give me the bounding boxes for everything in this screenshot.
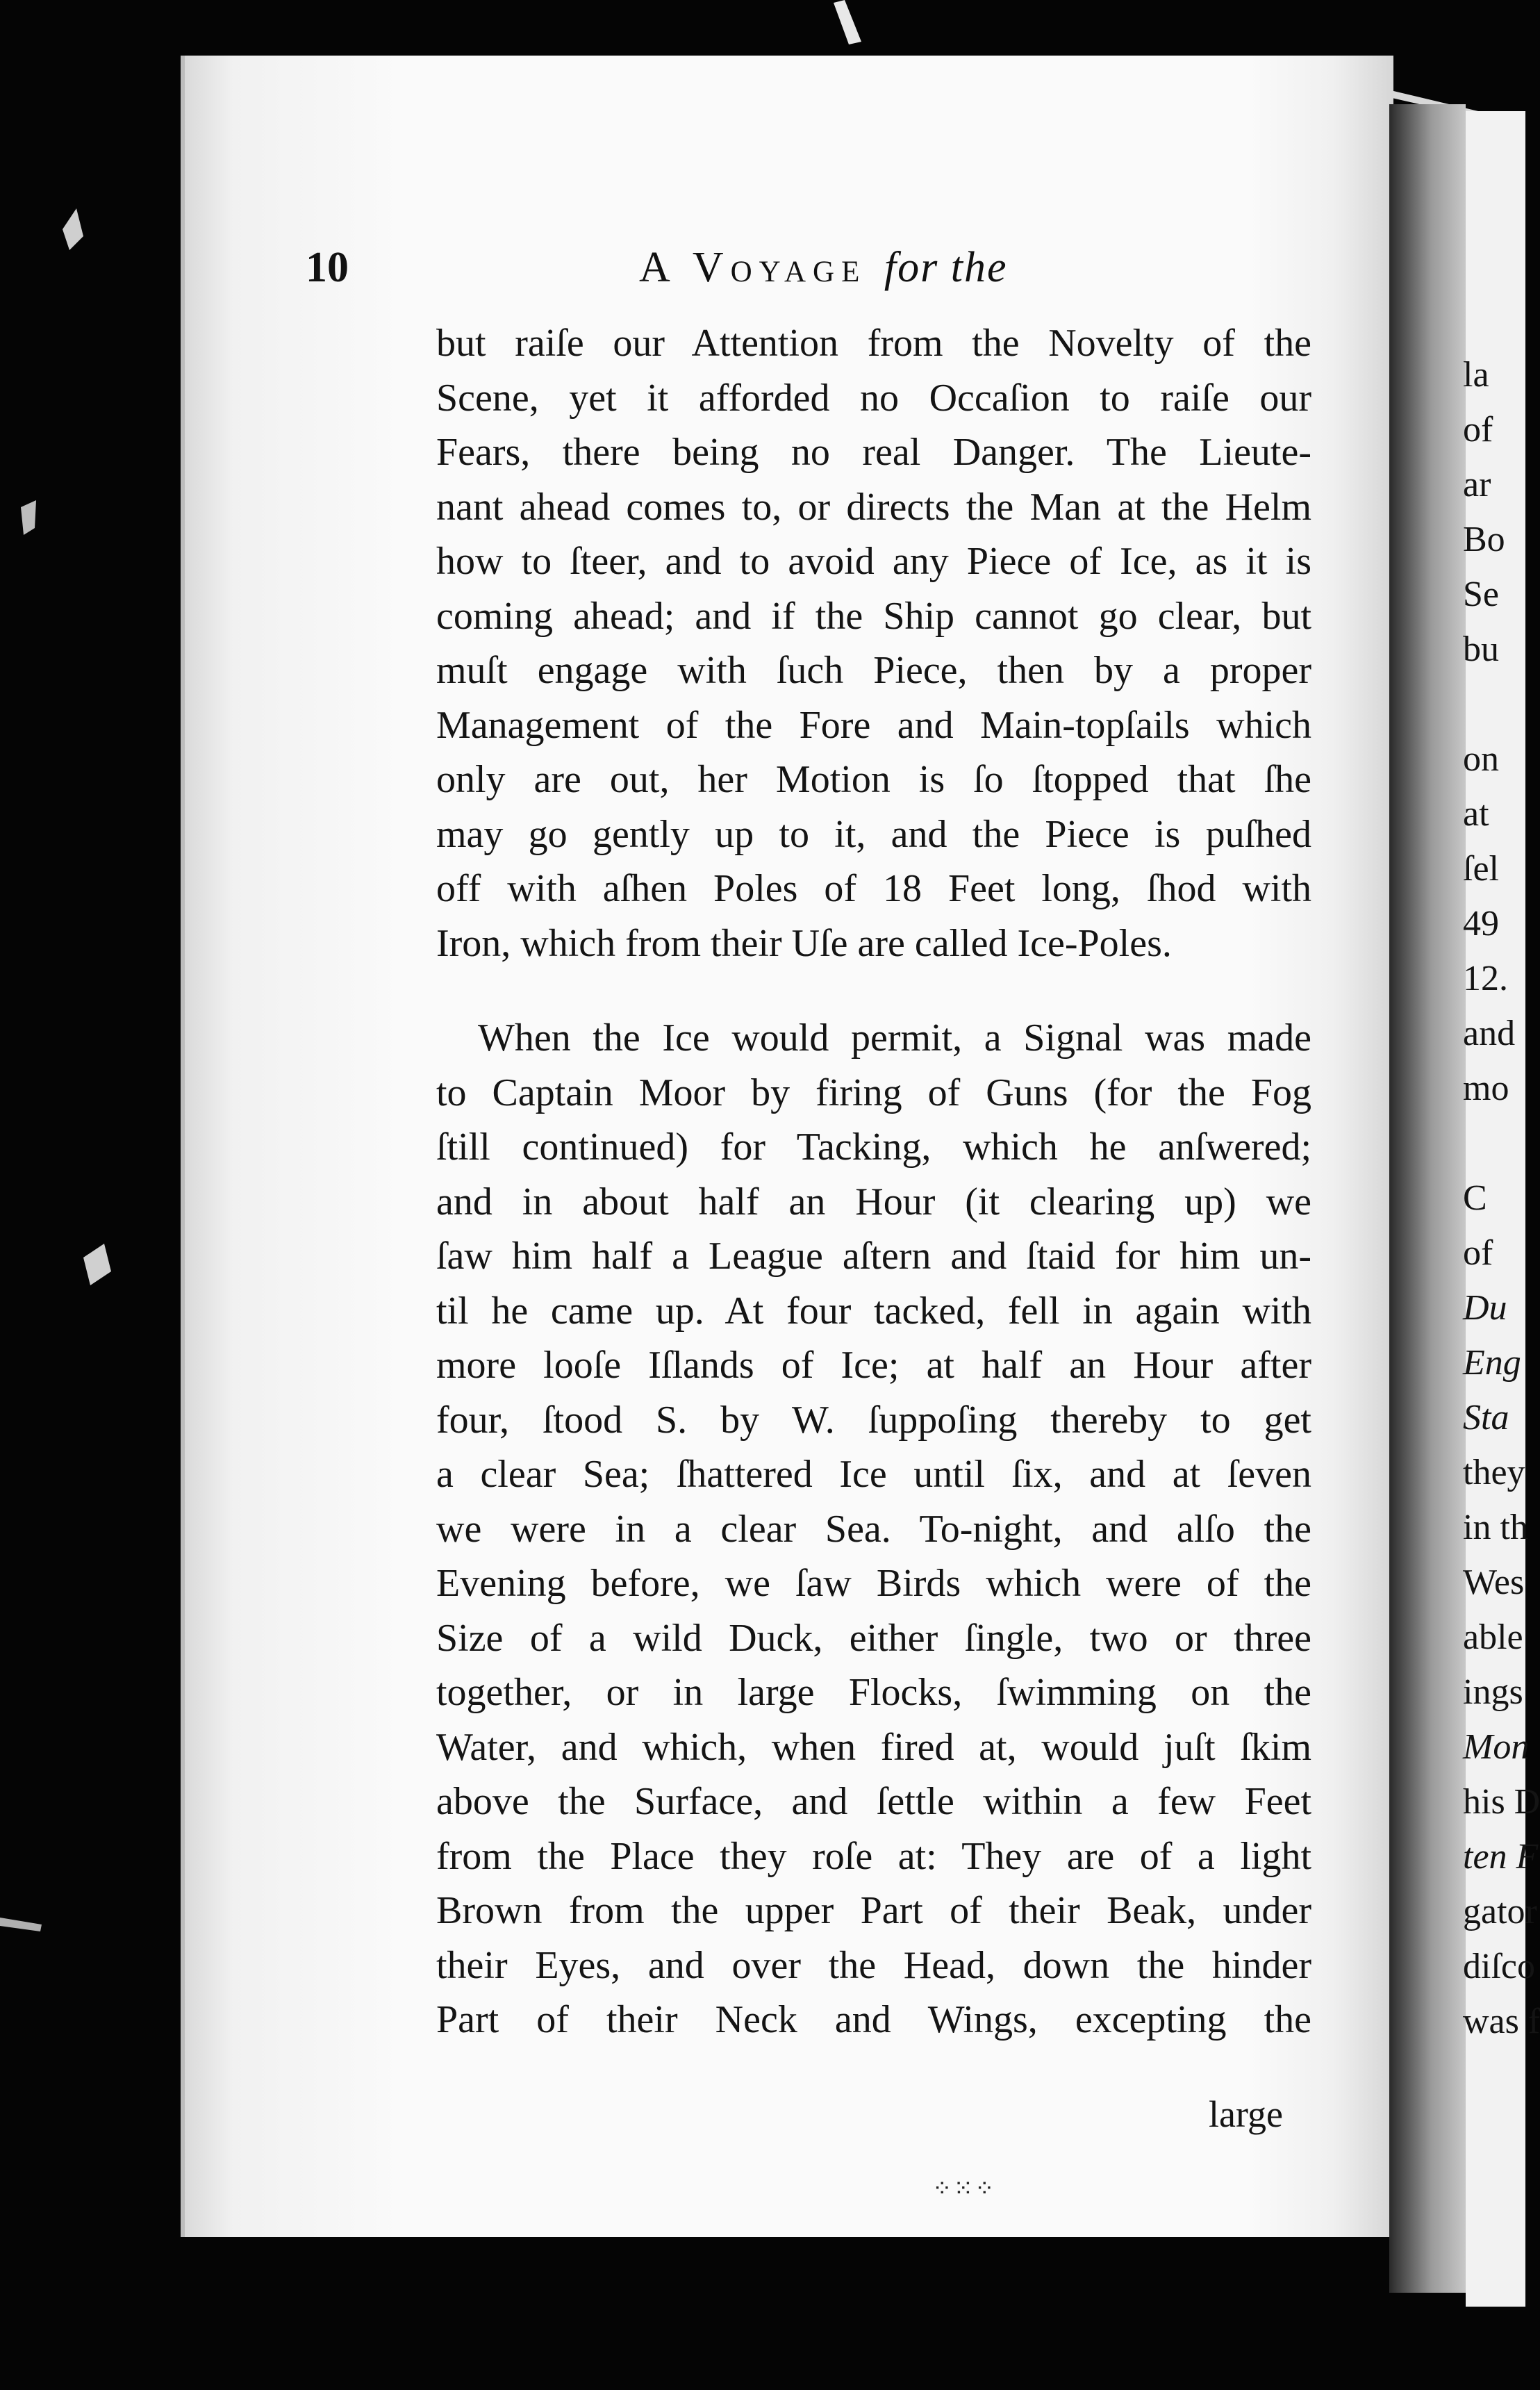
text-line: together, or in large Flocks, ſwimming on the [436,1671,1311,1714]
facing-line: in th [1463,1508,1528,1547]
facing-line: Wes [1463,1563,1525,1602]
running-title-word: Voyage [692,244,867,291]
facing-line [1463,677,1530,732]
text-line: to Captain Moor by firing of Guns (for the Fog [436,1071,1311,1114]
facing-line: bu [1463,629,1499,669]
facing-line: on [1463,739,1499,779]
facing-line: 49 [1463,904,1499,943]
facing-line: Bo [1463,520,1505,559]
text-line: Management of the Fore and Main-topſails which [436,703,1311,747]
body-text [436,316,1311,2047]
facing-line-italic: Mon [1463,1727,1530,1767]
facing-line-italic: ten F [1463,1837,1539,1877]
running-title-prefix: A [639,244,675,291]
running-title [639,243,1007,292]
facing-line-italic: Sta [1463,1398,1509,1437]
facing-line [1463,1280,1530,1335]
running-title-tail: for the [884,244,1008,291]
facing-line: la [1463,355,1489,395]
facing-line: diſco [1463,1947,1535,1986]
text-line: may go gently up to it, and the Piece is puſhed [436,812,1311,856]
text-line: but raiſe our Attention from the Novelty of the [436,322,1311,365]
text-line: Size of a wild Duck, either ſingle, two or three [436,1616,1311,1660]
facing-line [1463,1390,1530,1445]
facing-line: C [1463,1178,1487,1218]
facing-line [1463,1829,1539,1884]
text-line: Part of their Neck and Wings, excepting the [436,1998,1311,2041]
text-line: ſtill continued) for Tacking, which he anſwered; [436,1126,1311,1169]
facing-line: Se [1463,575,1499,614]
text-line: Water, and which, when fired at, would juſt ſkim [436,1725,1311,1769]
paragraph-2 [436,1011,1311,2047]
facing-line: mo [1463,1069,1509,1108]
facing-line-italic: Eng [1463,1343,1521,1383]
text-line: only are out, her Motion is ſo ſtopped that ſhe [436,758,1311,801]
facing-line [1463,1116,1530,1171]
page-gutter-shadow [1389,104,1466,2293]
text-line: how to ſteer, and to avoid any Piece of Ice, as it is [436,540,1311,583]
facing-line: they [1463,1453,1525,1492]
text-line: til he came up. At four tacked, fell in again with [436,1289,1311,1333]
running-head [306,243,1313,299]
facing-line: was f [1463,2002,1540,2041]
text-line: Iron, which from their Uſe are called Ice-Poles. [436,921,1172,965]
facing-line: of [1463,410,1493,450]
text-line: above the Surface, and ſettle within a few Feet [436,1780,1311,1823]
facing-line: gator [1463,1892,1537,1931]
text-line: Scene, yet it afforded no Occaſion to raiſe our [436,376,1311,420]
text-line: Evening before, we ſaw Birds which were of the [436,1562,1311,1605]
text-line: a clear Sea; ſhattered Ice until ſix, and at ſeven [436,1453,1311,1496]
facing-line [1463,1335,1530,1390]
facing-line-italic: Du [1463,1288,1507,1328]
facing-line: ſel [1463,849,1499,889]
page-number: 10 [306,244,349,291]
text-line: When the Ice would permit, a Signal was made [478,1016,1311,1060]
text-line: and in about half an Hour (it clearing up) we [436,1180,1311,1223]
text-line: four, ſtood S. by W. ſuppoſing thereby to get [436,1398,1311,1442]
text-line: coming ahead; and if the Ship cannot go clear, but [436,594,1311,638]
facing-line: 12. [1463,959,1508,998]
text-line: nant ahead comes to, or directs the Man at the Helm [436,485,1311,529]
page-ornament: ⁘⁙⁘ [932,2175,996,2202]
facing-line: ings [1463,1672,1523,1712]
text-line: from the Place they roſe at: They are of a light [436,1834,1311,1878]
text-line: off with aſhen Poles of 18 Feet long, ſhod with [436,867,1311,910]
text-line: we were in a clear Sea. To-night, and alſo the [436,1507,1311,1551]
facing-line: at [1463,794,1489,834]
text-line: their Eyes, and over the Head, down the hinder [436,1943,1311,1987]
facing-line: and [1463,1014,1516,1053]
text-line: Fears, there being no real Danger. The Lieute- [436,431,1311,474]
paragraph-gap [436,971,1311,1011]
facing-page-text [1463,347,1540,2049]
facing-line: his D [1463,1782,1540,1822]
facing-line: ar [1463,465,1491,504]
text-line: ſaw him half a League aſtern and ſtaid for him un- [436,1235,1311,1278]
facing-line: able [1463,1617,1523,1657]
facing-line: of [1463,1233,1493,1273]
paragraph-1 [436,316,1311,971]
text-line: Brown from the upper Part of their Beak, under [436,1889,1311,1932]
text-line: more looſe Iſlands of Ice; at half an Hour after [436,1344,1311,1387]
facing-line [1463,1720,1530,1774]
catchword: large [1209,2093,1283,2135]
text-line: muſt engage with ſuch Piece, then by a proper [436,649,1311,692]
